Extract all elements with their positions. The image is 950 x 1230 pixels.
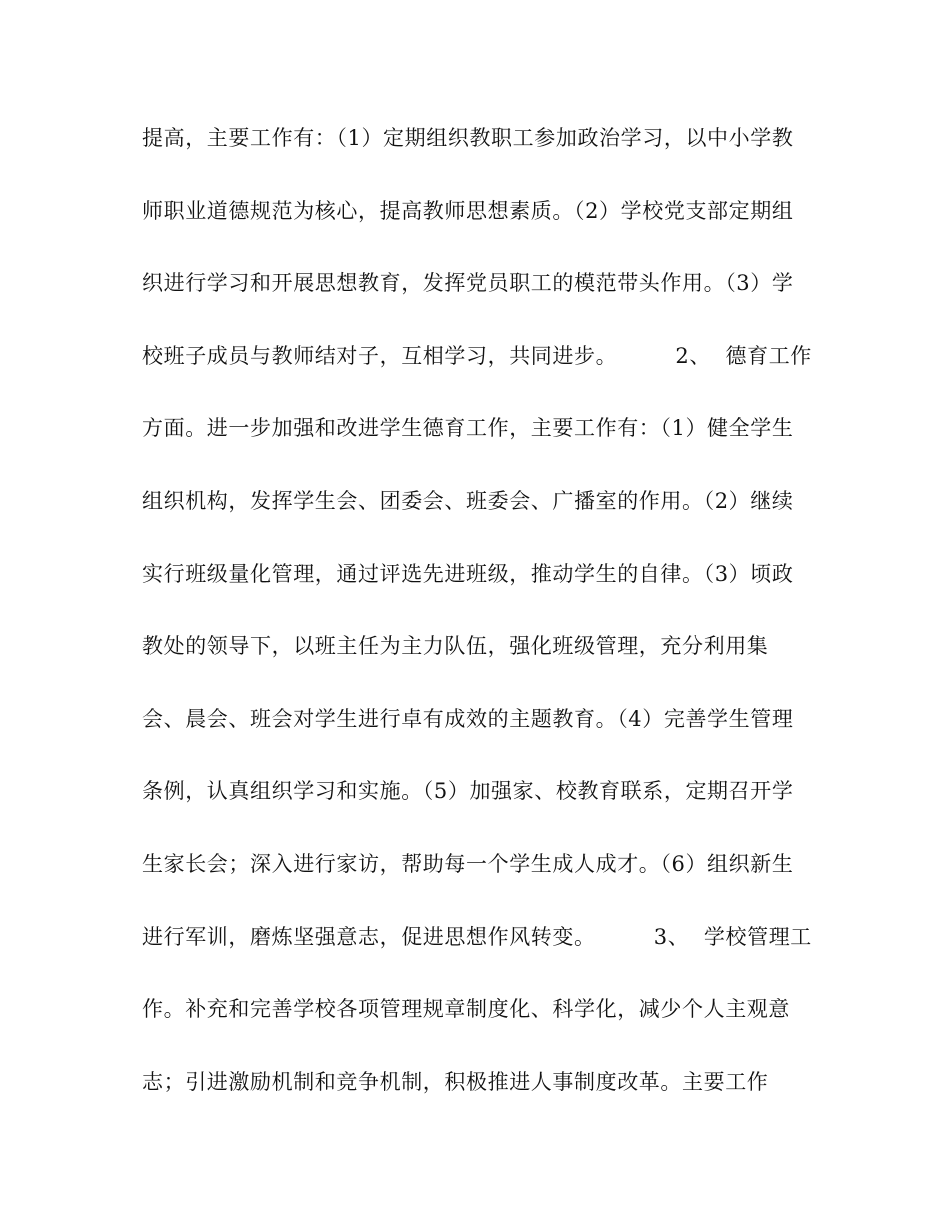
text-line-10: 条例，认真组织学习和实施。（5）加强家、校教育联系，定期召开学 (142, 779, 794, 804)
text-line-5: 方面。进一步加强和改进学生德育工作，主要工作有：（1）健全学生 (142, 416, 794, 441)
text-line-2: 师职业道德规范为核心，提高教师思想素质。（2）学校党支部定期组 (142, 198, 794, 223)
text-line-7: 实行班级量化管理，通过评选先进班级，推动学生的自律。（3）顷政 (142, 561, 794, 586)
text-line-3: 织进行学习和开展思想教育，发挥党员职工的模范带头作用。（3）学 (142, 271, 794, 296)
text-line-11: 生家长会；深入进行家访，帮助每一个学生成人成才。（6）组织新生 (142, 851, 794, 876)
text-line-4: 校班子成员与教师结对子，互相学习，共同进步。 2、 德育工作 (142, 343, 812, 368)
text-line-9: 会、晨会、班会对学生进行卓有成效的主题教育。（4）完善学生管理 (142, 706, 794, 731)
text-line-1: 提高，主要工作有：（1）定期组织教职工参加政治学习，以中小学教 (142, 126, 794, 150)
text-line-6: 组织机构，发挥学生会、团委会、班委会、广播室的作用。（2）继续 (142, 488, 794, 513)
body-text (142, 124, 812, 1140)
text-line-8: 教处的领导下，以班主任为主力队伍，强化班级管理，充分利用集 (142, 634, 769, 659)
text-line-13: 作。补充和完善学校各项管理规章制度化、科学化，减少个人主观意 (142, 997, 790, 1022)
text-line-14: 志；引进激励机制和竞争机制，积极推进人事制度改革。主要工作 (142, 1069, 769, 1094)
text-line-12: 进行军训，磨炼坚强意志，促进思想作风转变。 3、 学校管理工 (142, 924, 812, 949)
